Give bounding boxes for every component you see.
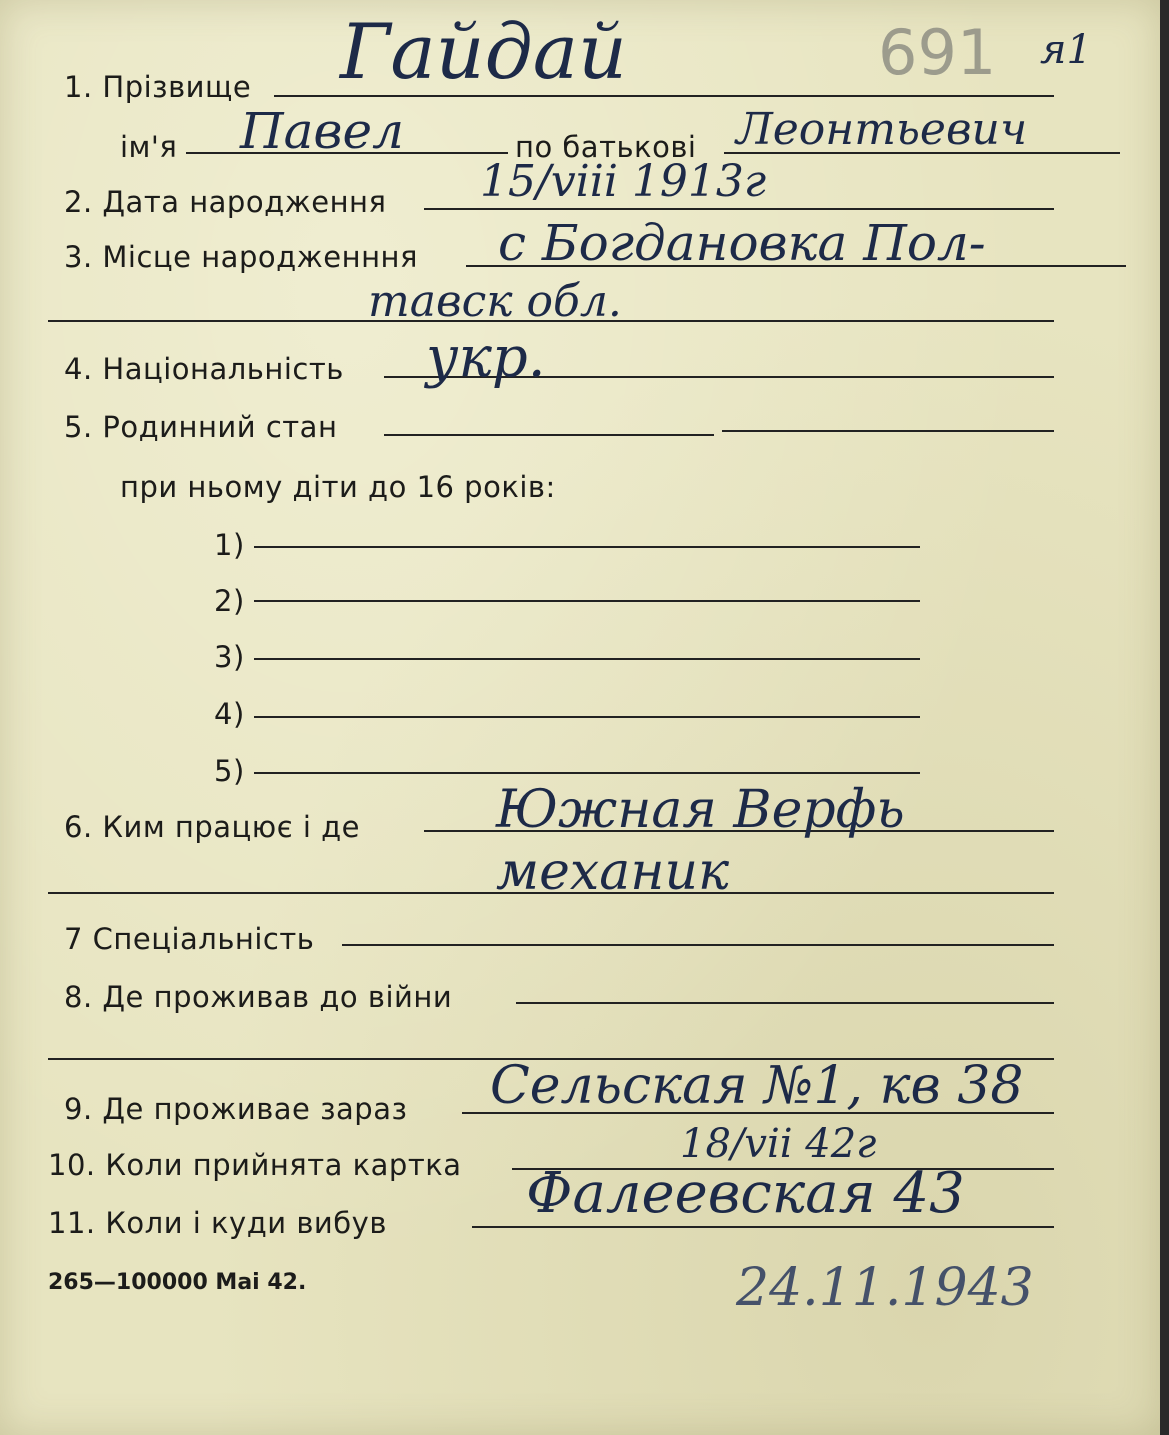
family-line-2 [722, 430, 1054, 432]
archive-suffix: я1 [1040, 27, 1092, 73]
departure-date: 24.11.1943 [736, 1258, 1034, 1318]
form-print-code: 265—100000 Mai 42. [48, 1270, 307, 1295]
departed-value: Фалеевская 43 [526, 1161, 965, 1226]
specialty-label: 7 Спеціальність [64, 922, 315, 956]
work-value-2: механик [496, 842, 730, 902]
name-value: Павел [240, 102, 404, 160]
card-edge [1160, 0, 1169, 1435]
accepted-value: 18/vii 42г [680, 1121, 877, 1167]
patronymic-value: Леонтьевич [736, 104, 1028, 155]
birthdate-value: 15/viii 1913г [480, 156, 767, 207]
work-value-1: Южная Верфь [496, 780, 905, 840]
surname-label: 1. Прізвище [64, 70, 252, 104]
departed-label: 11. Коли і куди вибув [48, 1206, 387, 1240]
child-3-label: 3) [214, 640, 245, 674]
family-label: 5. Родинний стан [64, 410, 338, 444]
accepted-label: 10. Коли прийнята картка [48, 1148, 462, 1182]
children-label: при ньому діти до 16 років: [120, 470, 556, 504]
child-4-line [254, 716, 920, 718]
child-5-label: 5) [214, 754, 245, 788]
birthplace-label: 3. Місце народженння [64, 240, 418, 274]
departed-line [472, 1226, 1054, 1228]
surname-value: Гайдай [340, 7, 628, 96]
archive-number: 691 [878, 16, 997, 89]
child-3-line [254, 658, 920, 660]
birthdate-label: 2. Дата народження [64, 185, 387, 219]
child-5-line [254, 772, 920, 774]
work-label: 6. Ким працює і де [64, 810, 361, 844]
child-4-label: 4) [214, 697, 245, 731]
patronymic-label: по батькові [515, 130, 697, 164]
name-label: ім'я [120, 130, 178, 164]
nationality-label: 4. Національність [64, 352, 344, 386]
family-line-1 [384, 434, 714, 436]
current-label: 9. Де проживае зараз [64, 1092, 408, 1126]
child-2-line [254, 600, 920, 602]
child-2-label: 2) [214, 584, 245, 618]
birthdate-line [424, 208, 1054, 210]
birthplace-value-2: тавск обл. [368, 276, 622, 327]
child-1-label: 1) [214, 528, 245, 562]
prewar-label: 8. Де проживав до війни [64, 980, 453, 1014]
birthplace-value-1: с Богдановка Пол- [498, 214, 986, 272]
prewar-line-1 [516, 1002, 1054, 1004]
current-value: Сельская №1, кв 38 [490, 1056, 1024, 1116]
nationality-value: укр. [426, 325, 546, 390]
child-1-line [254, 546, 920, 548]
specialty-line [342, 944, 1054, 946]
